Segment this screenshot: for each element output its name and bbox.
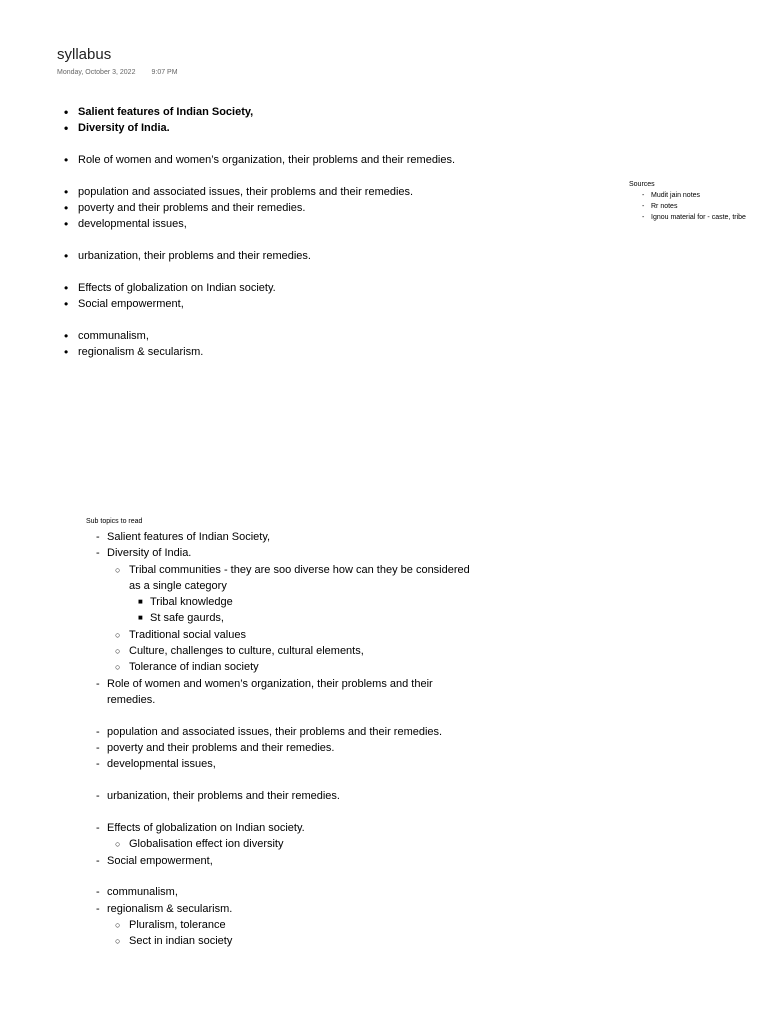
dash-bullet-icon: -: [96, 854, 100, 867]
square-bullet-icon: ■: [138, 613, 143, 623]
subtopic-item[interactable]: [96, 627, 476, 643]
syllabus-item[interactable]: • Role of women and women’s organization, their problems and their remedies.: [62, 152, 582, 168]
dash-bullet-icon: -: [96, 758, 100, 771]
dash-bullet-icon: -: [96, 677, 100, 690]
subtopics-list: [96, 529, 476, 950]
syllabus-item[interactable]: • Diversity of India.: [62, 120, 582, 136]
subtopic-item[interactable]: [96, 756, 476, 772]
subtopic-text: urbanization, their problems and their remedies.: [107, 790, 340, 803]
dash-bullet-icon: -: [96, 790, 100, 803]
source-item[interactable]: - Rr notes: [629, 201, 768, 212]
subtopic-item[interactable]: [96, 610, 476, 626]
subtopic-item[interactable]: [96, 917, 476, 933]
subtopic-item[interactable]: [96, 676, 476, 709]
subtopic-text: St safe gaurds,: [150, 612, 224, 625]
subtopic-text: Diversity of India.: [107, 547, 192, 560]
sources-note: [629, 179, 768, 223]
circle-bullet-icon: ○: [115, 936, 121, 947]
subtopics-heading: Sub topics to read: [86, 518, 143, 525]
subtopic-text: Tolerance of indian society: [129, 661, 259, 674]
subtopic-text: population and associated issues, their problems and their remedies.: [107, 725, 443, 738]
subtopic-item[interactable]: [96, 545, 476, 561]
subtopic-text: Globalisation effect ion diversity: [129, 838, 284, 851]
subtopic-text: Tribal knowledge: [150, 596, 233, 609]
syllabus-item[interactable]: • population and associated issues, their problems and their remedies.: [62, 184, 582, 200]
dash-bullet-icon: -: [96, 742, 100, 755]
page-title[interactable]: syllabus: [57, 46, 112, 63]
circle-bullet-icon: ○: [115, 629, 121, 640]
subtopic-item[interactable]: [96, 788, 476, 804]
subtopic-text: Social empowerment,: [107, 854, 213, 867]
subtopic-item[interactable]: [96, 901, 476, 917]
dash-bullet-icon: -: [96, 886, 100, 899]
subtopic-text: Salient features of Indian Society,: [107, 531, 271, 543]
page-timestamp: [57, 69, 178, 76]
circle-bullet-icon: ○: [115, 919, 121, 930]
dash-bullet-icon: -: [96, 531, 100, 543]
syllabus-item[interactable]: • communalism,: [62, 328, 582, 344]
square-bullet-icon: ■: [138, 597, 143, 607]
subtopic-item[interactable]: [96, 724, 476, 740]
syllabus-list: [62, 104, 582, 361]
subtopic-text: developmental issues,: [107, 758, 216, 771]
subtopic-item[interactable]: [96, 884, 476, 900]
sources-list: [629, 190, 768, 223]
subtopic-text: Culture, challenges to culture, cultural elements,: [129, 645, 364, 658]
subtopic-text: Role of women and women’s organization, their problems and their remedies.: [107, 677, 433, 706]
circle-bullet-icon: ○: [115, 564, 121, 575]
subtopic-text: regionalism & secularism.: [107, 902, 233, 915]
subtopic-item[interactable]: [96, 562, 476, 595]
source-item[interactable]: - Ignou material for - caste, tribe: [629, 212, 768, 223]
page-date: Monday, October 3, 2022: [57, 69, 136, 76]
subtopic-item[interactable]: [96, 820, 476, 836]
syllabus-item[interactable]: • developmental issues,: [62, 216, 582, 232]
subtopic-item[interactable]: [96, 740, 476, 756]
subtopic-text: Traditional social values: [129, 628, 246, 641]
syllabus-item[interactable]: • Social empowerment,: [62, 296, 582, 312]
subtopic-text: Sect in indian society: [129, 935, 233, 948]
syllabus-item[interactable]: • regionalism & secularism.: [62, 344, 582, 360]
subtopic-item[interactable]: [96, 643, 476, 659]
subtopic-item[interactable]: [96, 933, 476, 949]
source-item[interactable]: - Mudit jain notes: [629, 190, 768, 201]
subtopic-item[interactable]: [96, 529, 476, 545]
subtopic-item[interactable]: [96, 594, 476, 610]
sources-heading: Sources: [629, 181, 655, 188]
circle-bullet-icon: ○: [115, 839, 121, 850]
subtopic-item[interactable]: [96, 659, 476, 675]
page-time: 9:07 PM: [151, 69, 178, 76]
circle-bullet-icon: ○: [115, 646, 121, 657]
syllabus-item[interactable]: • Effects of globalization on Indian society.: [62, 280, 582, 296]
subtopic-text: Tribal communities - they are soo diverse how can they be considered as a single category: [129, 563, 470, 592]
subtopic-item[interactable]: [96, 836, 476, 852]
dash-bullet-icon: -: [96, 821, 100, 834]
syllabus-item[interactable]: • urbanization, their problems and their remedies.: [62, 248, 582, 264]
syllabus-item[interactable]: • poverty and their problems and their remedies.: [62, 200, 582, 216]
dash-bullet-icon: -: [96, 547, 100, 560]
dash-bullet-icon: -: [96, 725, 100, 738]
circle-bullet-icon: ○: [115, 662, 121, 673]
subtopic-text: Effects of globalization on Indian society.: [107, 821, 305, 834]
syllabus-item[interactable]: • Salient features of Indian Society,: [62, 104, 582, 120]
subtopic-text: poverty and their problems and their remedies.: [107, 742, 335, 755]
subtopic-text: communalism,: [107, 886, 178, 899]
subtopic-text: Pluralism, tolerance: [129, 918, 226, 931]
dash-bullet-icon: -: [96, 902, 100, 915]
subtopic-item[interactable]: [96, 853, 476, 869]
